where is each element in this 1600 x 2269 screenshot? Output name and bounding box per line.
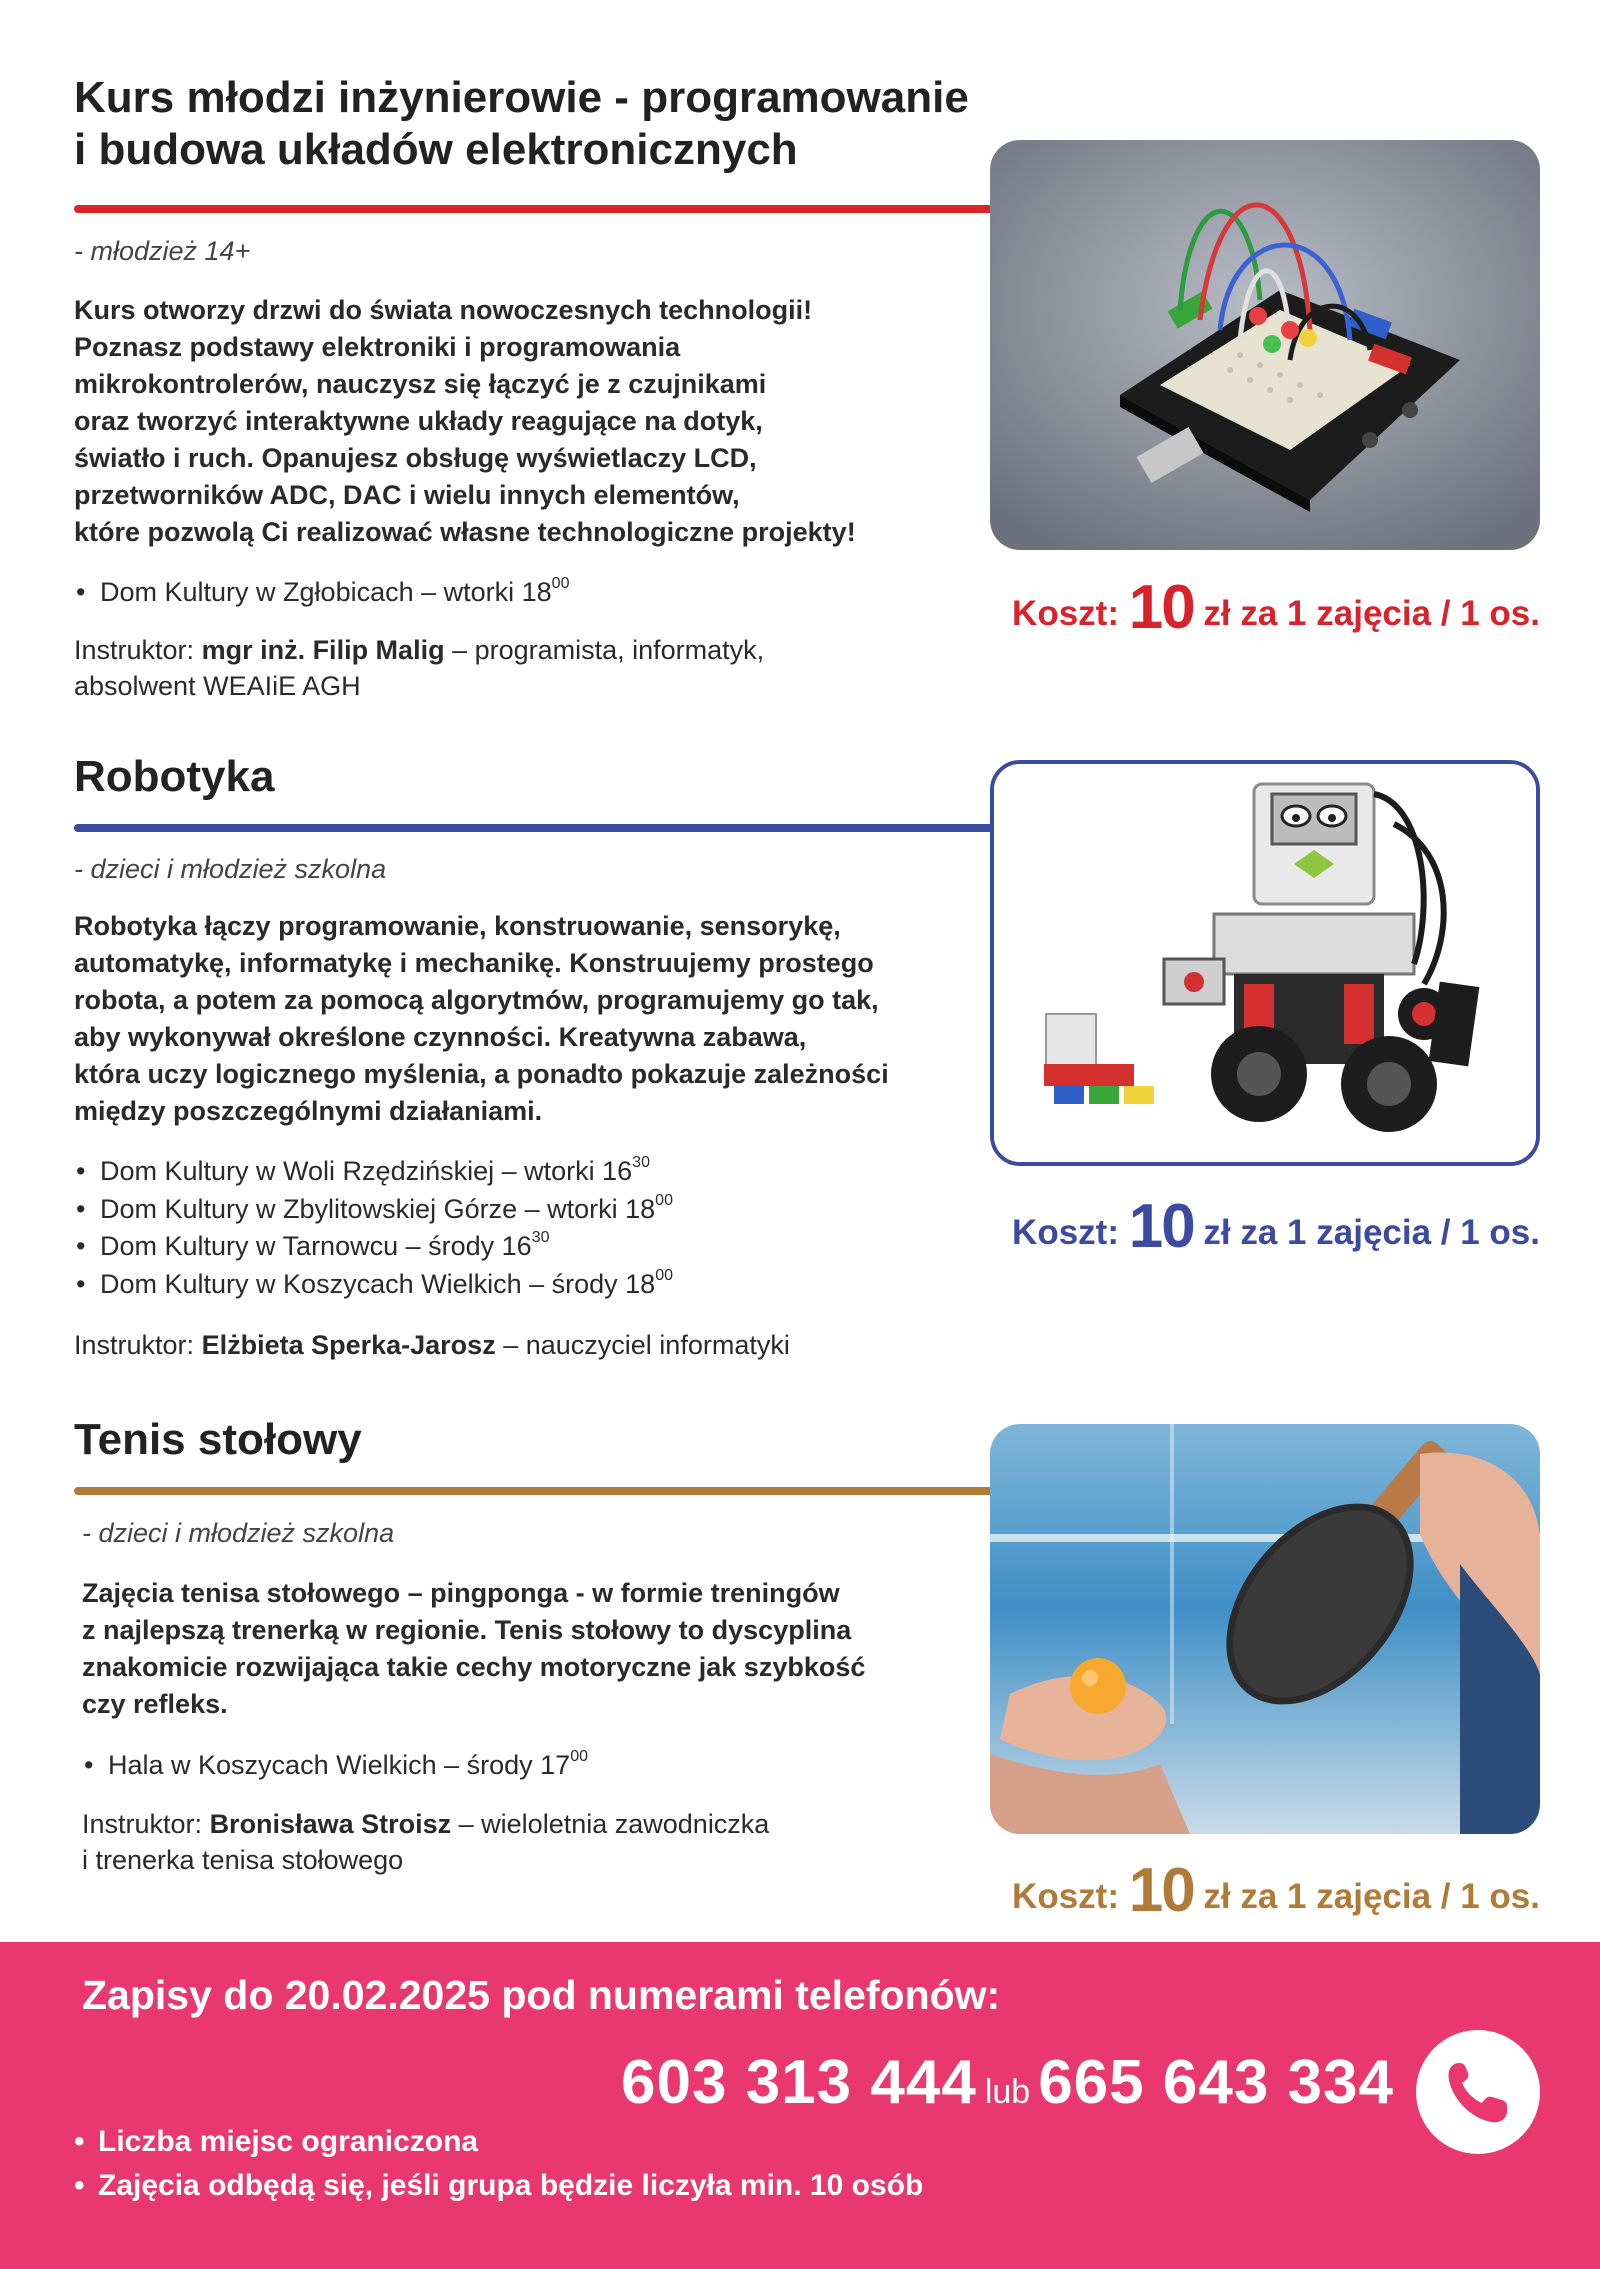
price-unit: zł za 1 zajęcia / 1 os. (1203, 594, 1540, 633)
instructor-info (74, 632, 764, 704)
description-line: z najlepszą trenerką w regionie. Tenis stołowy to dyscyplina (82, 1615, 852, 1645)
section-title (74, 72, 969, 176)
location-list (82, 1747, 588, 1785)
footer-notes (74, 2120, 923, 2208)
price-label (1012, 1855, 1540, 1926)
description-line: znakomicie rozwijająca takie cechy motoryczne jak szybkość (82, 1652, 866, 1682)
instructor-role: – wieloletnia zawodniczka (458, 1809, 770, 1839)
section-description (74, 292, 856, 551)
title-line-1: Kurs młodzi inżynierowie - programowanie (74, 73, 969, 122)
description-line: przetworników ADC, DAC i wielu innych elementów, (74, 480, 740, 510)
price-label (1012, 1191, 1540, 1262)
footer-note: • Zajęcia odbędą się, jeśli grupa będzie liczyła min. 10 osób (74, 2164, 923, 2208)
section-divider (74, 205, 1014, 213)
location-item: • Dom Kultury w Woli Rzędzińskiej – wtorki $16^{30}$ (74, 1153, 673, 1191)
section-divider (74, 1487, 1014, 1495)
description-line: które pozwolą Ci realizować własne technologiczne projekty! (74, 517, 856, 547)
robot-icon (990, 760, 1540, 1166)
location-item: • Dom Kultury w Tarnowcu – środy $16^{30}$ (74, 1228, 673, 1266)
description-line: Poznasz podstawy elektroniki i programowania (74, 332, 681, 362)
registration-title: Zapisy do 20.02.2025 pod numerami telefonów: (82, 1972, 1001, 2018)
instructor-role: – nauczyciel informatyki (503, 1330, 790, 1360)
instructor-role-line-2: i trenerka tenisa stołowego (82, 1845, 404, 1875)
location-list (74, 574, 569, 612)
instructor-name: Elżbieta Sperka-Jarosz (201, 1330, 496, 1360)
description-line: robota, a potem za pomocą algorytmów, programujemy go tak, (74, 985, 879, 1015)
phone-numbers (621, 2047, 1394, 2118)
description-line: aby wykonywał określone czynności. Kreatywna zabawa, (74, 1022, 807, 1052)
price-unit: zł za 1 zajęcia / 1 os. (1203, 1877, 1540, 1916)
phone-number-2[interactable]: 665 643 334 (1038, 2048, 1394, 2117)
phone-number-1[interactable]: 603 313 444 (621, 2048, 977, 2117)
description-line: Robotyka łączy programowanie, konstruowanie, sensorykę, (74, 911, 841, 941)
instructor-label: Instruktor: (74, 635, 195, 665)
price-unit: zł za 1 zajęcia / 1 os. (1203, 1213, 1540, 1252)
price-value: 10 (1128, 573, 1194, 642)
location-item: • Hala w Koszycach Wielkich – środy $17^{00}$ (82, 1747, 588, 1785)
instructor-info (74, 1327, 790, 1363)
instructor-role: – programista, informatyk, (452, 635, 765, 665)
price-value: 10 (1128, 1192, 1194, 1261)
price-caption: Koszt: (1012, 1877, 1119, 1916)
footer-note: • Liczba miejsc ograniczona (74, 2120, 923, 2164)
phone-icon (1416, 2030, 1540, 2154)
description-line: Zajęcia tenisa stołowego – pingponga - w formie treningów (82, 1578, 840, 1608)
section-title: Tenis stołowy (74, 1415, 362, 1464)
location-list (74, 1153, 673, 1303)
price-caption: Koszt: (1012, 594, 1119, 633)
section-title: Robotyka (74, 752, 275, 801)
instructor-info (82, 1806, 769, 1878)
location-item: • Dom Kultury w Koszycach Wielkich – środy $18^{00}$ (74, 1266, 673, 1304)
instructor-name: Bronisława Stroisz (209, 1809, 452, 1839)
description-line: Kurs otworzy drzwi do świata nowoczesnych technologii! (74, 295, 813, 325)
table-tennis-icon (990, 1424, 1540, 1834)
section-description (82, 1575, 865, 1723)
instructor-role-line-2: absolwent WEAIiE AGH (74, 671, 361, 701)
description-line: która uczy logicznego myślenia, a ponadto pokazuje zależności (74, 1059, 889, 1089)
instructor-label: Instruktor: (74, 1330, 195, 1360)
audience-label: - dzieci i młodzież szkolna (74, 854, 387, 884)
section-divider (74, 824, 1014, 832)
description-line: oraz tworzyć interaktywne układy reagujące na dotyk, (74, 406, 763, 436)
phone-separator: lub (984, 2073, 1031, 2111)
instructor-name: mgr inż. Filip Malig (201, 635, 445, 665)
audience-label: - młodzież 14+ (74, 236, 251, 266)
price-caption: Koszt: (1012, 1213, 1119, 1252)
location-item: • Dom Kultury w Zbylitowskiej Górze – wtorki $18^{00}$ (74, 1191, 673, 1229)
description-line: czy refleks. (82, 1689, 228, 1719)
audience-label: - dzieci i młodzież szkolna (82, 1518, 395, 1548)
price-label (1012, 572, 1540, 643)
location-item: • Dom Kultury w Zgłobicach – wtorki $18^{00}$ (74, 574, 569, 612)
description-line: światło i ruch. Opanujesz obsługę wyświetlaczy LCD, (74, 443, 757, 473)
description-line: automatykę, informatykę i mechanikę. Konstruujemy prostego (74, 948, 874, 978)
registration-footer (0, 1942, 1600, 2269)
arduino-board-icon (990, 140, 1540, 550)
title-line-2: i budowa układów elektronicznych (74, 125, 798, 174)
description-line: mikrokontrolerów, nauczysz się łączyć je z czujnikami (74, 369, 767, 399)
description-line: między poszczególnymi działaniami. (74, 1096, 543, 1126)
instructor-label: Instruktor: (82, 1809, 203, 1839)
price-value: 10 (1128, 1856, 1194, 1925)
section-description (74, 908, 889, 1130)
